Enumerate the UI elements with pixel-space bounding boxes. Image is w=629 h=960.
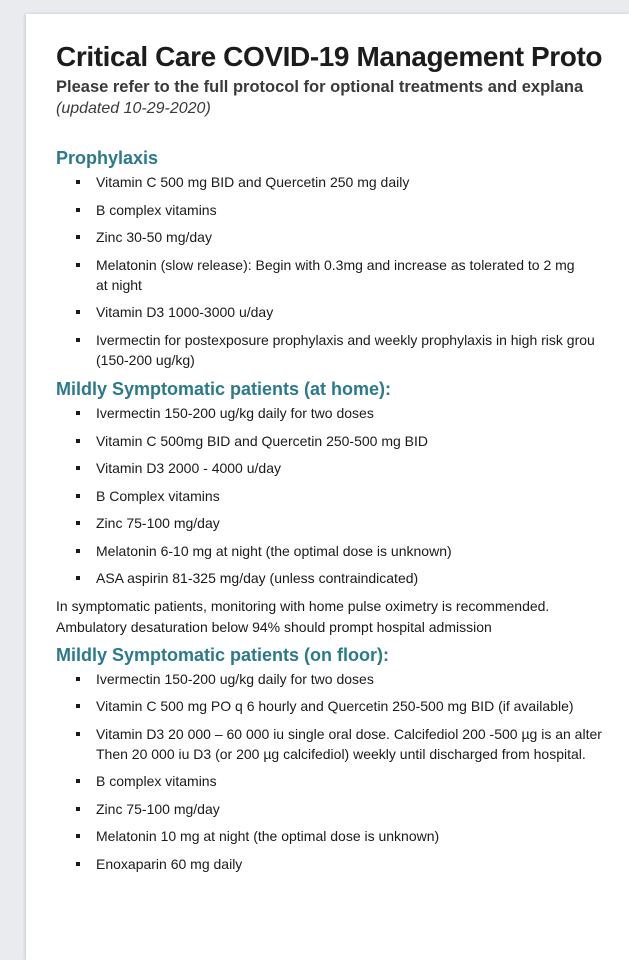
document-page (26, 14, 629, 960)
bullet-square-icon (76, 549, 80, 553)
bullet-square-icon (76, 779, 80, 783)
list-item (56, 513, 629, 533)
section-note (56, 596, 629, 638)
list-item-text: Enoxaparin 60 mg daily (96, 855, 243, 872)
list-item (56, 255, 629, 295)
document-title: Critical Care COVID-19 Management Proto (56, 41, 603, 72)
list-item (56, 458, 629, 478)
list-item (56, 330, 629, 370)
bullet-square-icon (76, 494, 80, 498)
list-item-text: B complex vitamins (96, 773, 217, 789)
list-item-text: Vitamin D3 1000-3000 u/day (96, 304, 274, 320)
list-item-text: Vitamin C 500 mg PO q 6 hourly and Quercetin 250-500 mg BID (if available) (96, 698, 574, 714)
list-item-text: Ivermectin 150-200 ug/kg daily for two doses (96, 405, 374, 421)
bullet-square-icon (76, 208, 80, 212)
bullet-square-icon (76, 807, 80, 811)
bullet-square-icon (76, 263, 80, 267)
bullet-square-icon (76, 338, 80, 342)
bullet-square-icon (76, 677, 80, 681)
list-item-text: Vitamin D3 20 000 – 60 000 iu single oral dose. Calcifediol 200 -500 µg is an alter (96, 725, 602, 742)
bullet-square-icon (76, 834, 80, 838)
list-item (56, 431, 629, 451)
bullet-square-icon (76, 466, 80, 470)
list-item-text: Zinc 75-100 mg/day (96, 515, 220, 531)
bullet-list (56, 403, 629, 588)
list-item-text: B Complex vitamins (96, 487, 220, 504)
list-item (56, 799, 629, 819)
document-content (56, 40, 629, 881)
list-item-text: Zinc 75-100 mg/day (96, 800, 220, 817)
document-subtitle: Please refer to the full protocol for optional treatments and explana (56, 78, 584, 96)
list-item-text: Then 20 000 iu D3 (or 200 µg calcifediol) weekly until discharged from hospital. (96, 745, 586, 762)
list-item (56, 403, 629, 423)
section-heading: Mildly Symptomatic patients (on floor): (56, 644, 390, 665)
section (56, 146, 629, 370)
list-item-text: B complex vitamins (96, 201, 217, 218)
bullet-square-icon (76, 862, 80, 866)
list-item (56, 854, 629, 874)
list-item-text: Vitamin C 500 mg BID and Quercetin 250 mg daily (96, 174, 410, 190)
list-item (56, 771, 629, 791)
section-heading: Mildly Symptomatic patients (at home): (56, 379, 392, 399)
note-text: Ambulatory desaturation below 94% should prompt hospital admission (56, 618, 492, 635)
bullet-square-icon (76, 310, 80, 314)
list-item (56, 200, 629, 220)
list-item-text: ASA aspirin 81-325 mg/day (unless contraindicated) (96, 570, 419, 586)
list-item-text: Zinc 30-50 mg/day (96, 229, 212, 245)
list-item (56, 486, 629, 506)
list-item-text: Ivermectin 150-200 ug/kg daily for two doses (96, 670, 374, 687)
bullet-list (56, 172, 629, 370)
sections (56, 146, 629, 874)
list-item-text: Ivermectin for postexposure prophylaxis and weekly prophylaxis in high risk grou (96, 331, 595, 348)
list-item (56, 227, 629, 247)
list-item-text: Melatonin 10 mg at night (the optimal dose is unknown) (96, 828, 440, 844)
bullet-square-icon (76, 411, 80, 415)
bullet-square-icon (76, 439, 80, 443)
list-item (56, 669, 629, 689)
list-item-text: Vitamin D3 2000 - 4000 u/day (96, 460, 281, 476)
updated-date: (updated 10-29-2020) (56, 100, 211, 117)
list-item-text: (150-200 ug/kg) (96, 351, 195, 368)
list-item-text: Melatonin 6-10 mg at night (the optimal dose is unknown) (96, 542, 452, 559)
note-text: In symptomatic patients, monitoring with home pulse oximetry is recommended. (56, 597, 550, 614)
bullet-square-icon (76, 704, 80, 708)
list-item (56, 302, 629, 322)
list-item (56, 826, 629, 846)
section-heading: Prophylaxis (56, 148, 159, 168)
list-item (56, 541, 629, 561)
list-item (56, 724, 629, 764)
section (56, 643, 629, 874)
bullet-square-icon (76, 732, 80, 736)
list-item (56, 568, 629, 588)
list-item-text: Melatonin (slow release): Begin with 0.3mg and increase as tolerated to 2 mg (96, 256, 575, 273)
list-item (56, 172, 629, 192)
bullet-square-icon (76, 521, 80, 525)
bullet-square-icon (76, 235, 80, 239)
list-item (56, 696, 629, 716)
section (56, 377, 629, 638)
bullet-list (56, 669, 629, 874)
bullet-square-icon (76, 576, 80, 580)
list-item-text: at night (96, 276, 142, 293)
list-item-text: Vitamin C 500mg BID and Quercetin 250-500 mg BID (96, 432, 429, 449)
bullet-square-icon (76, 180, 80, 184)
